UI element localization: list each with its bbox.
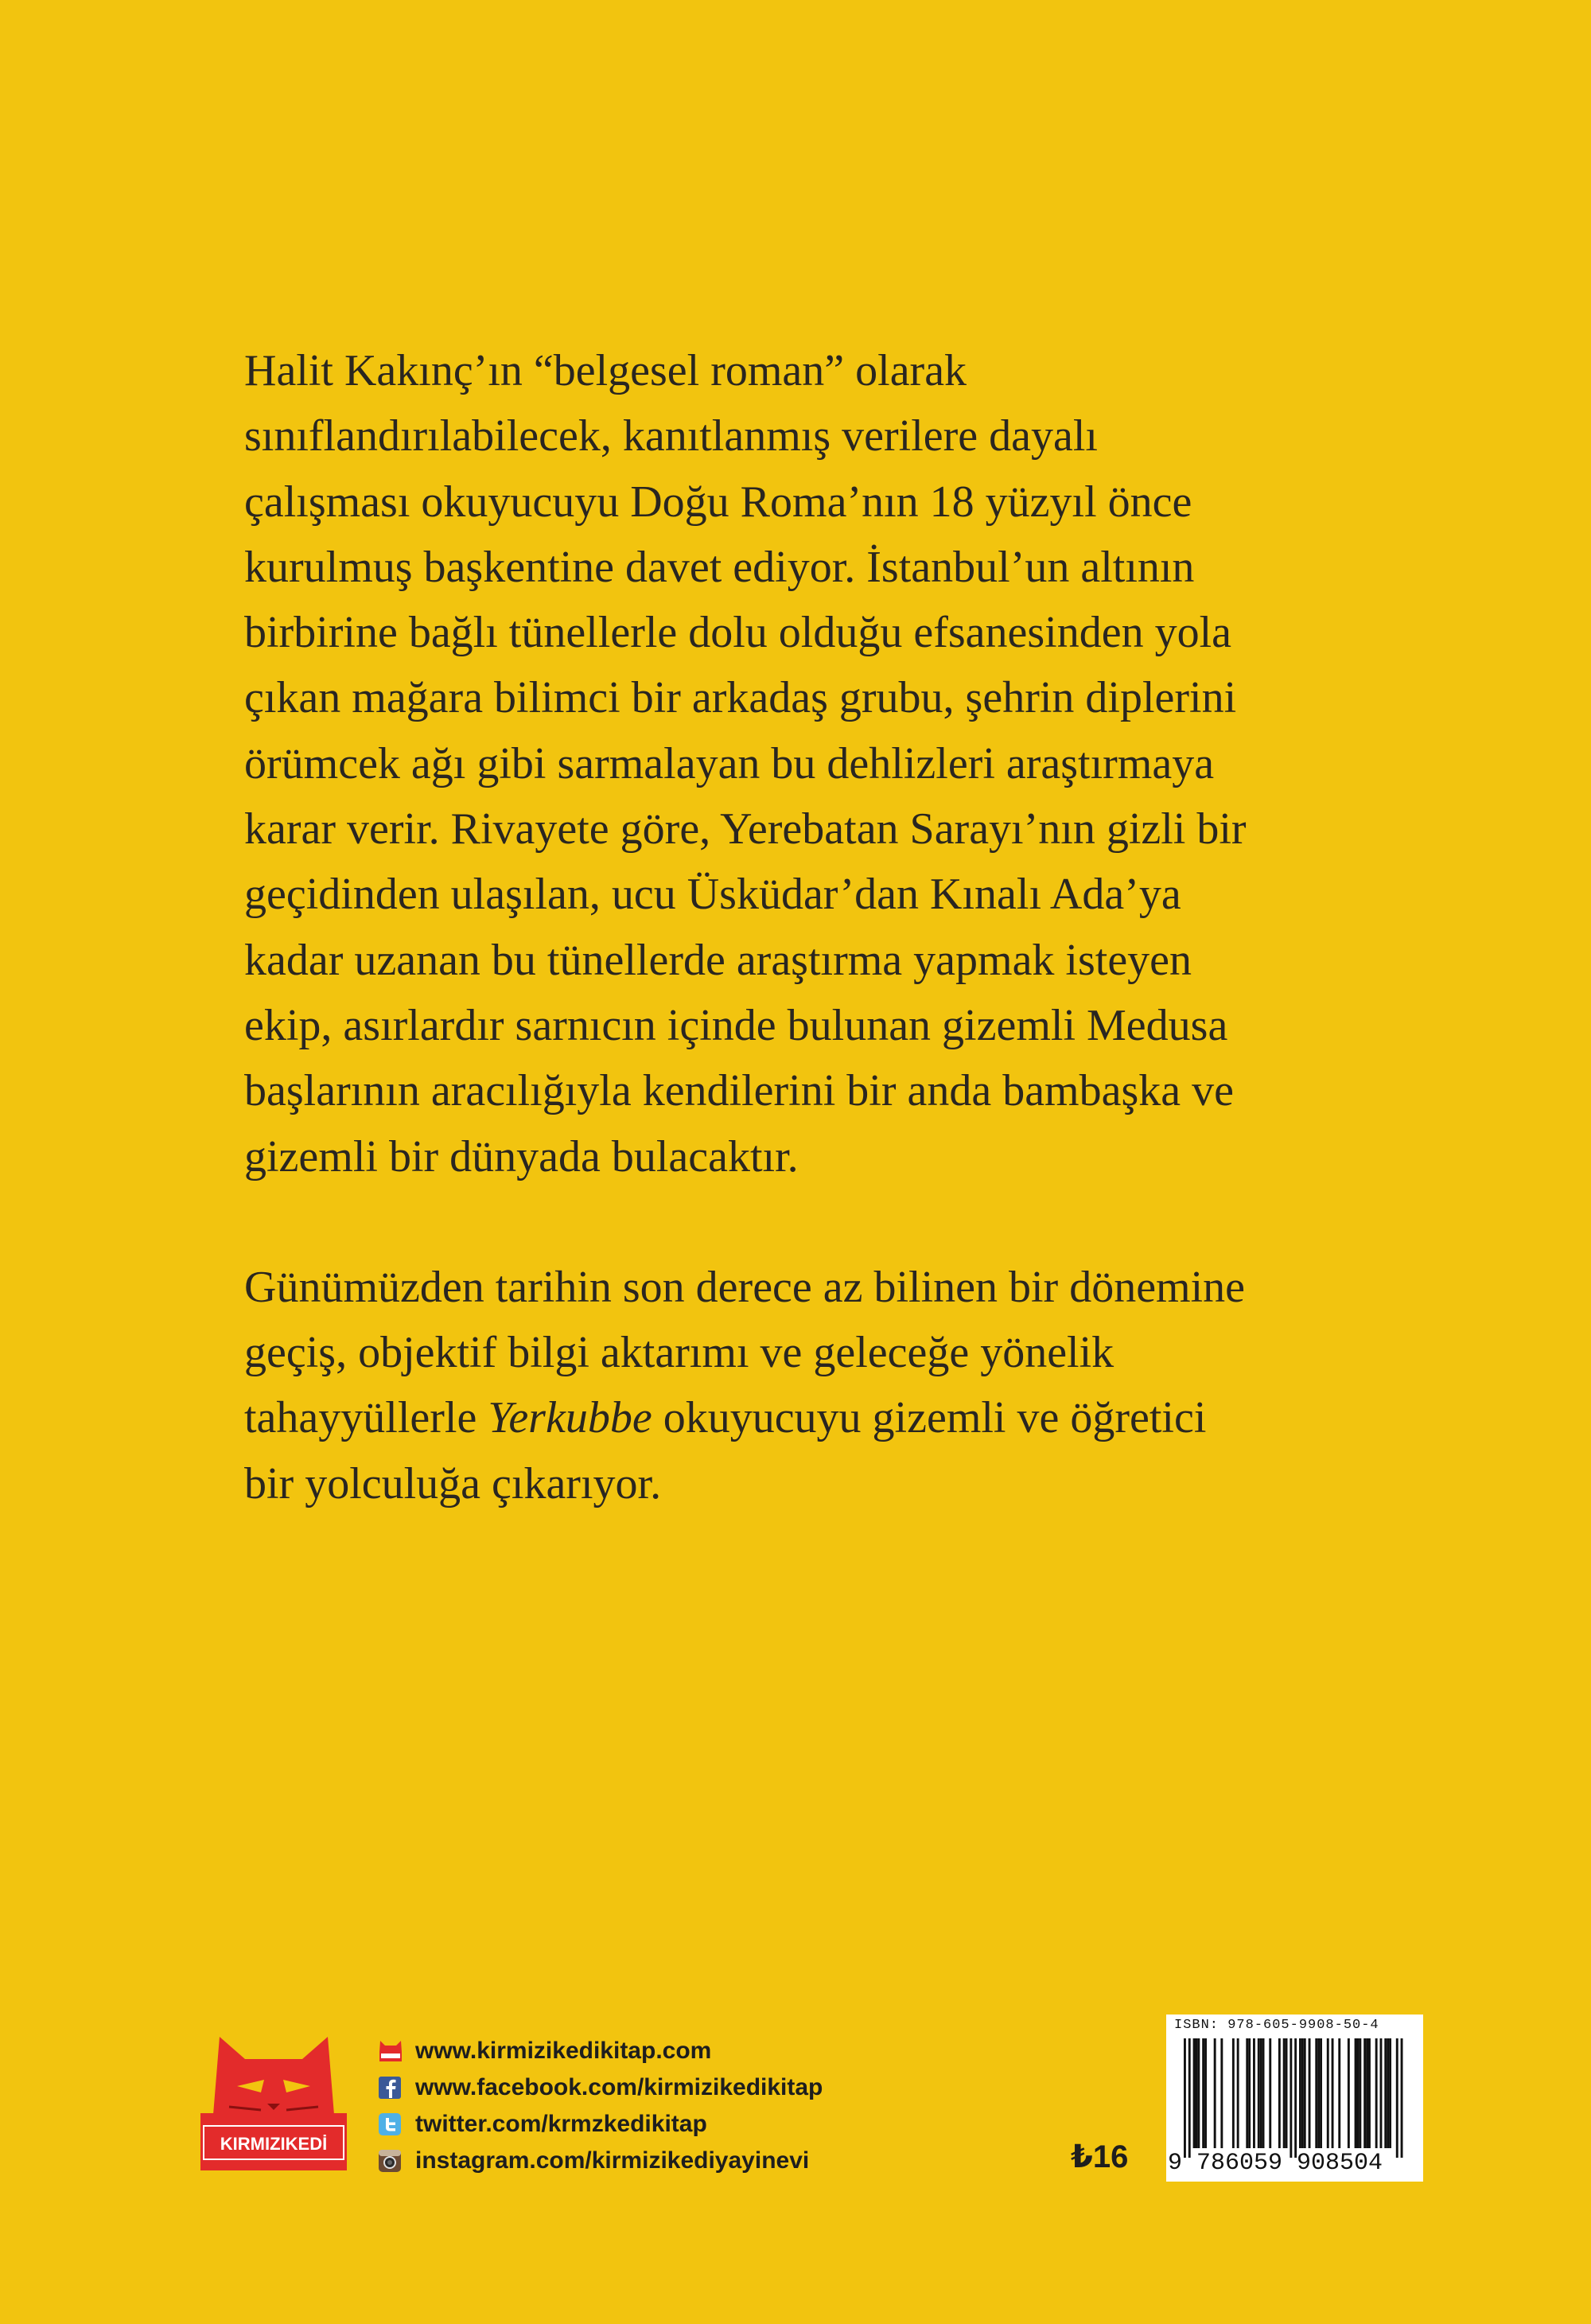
barcode-bar (1184, 2038, 1186, 2158)
blurb-line: geçiş, objektif bilgi aktarımı ve geleceğe yönelik (244, 1328, 1114, 1378)
barcode-bar (1375, 2038, 1378, 2148)
barcode-bar (1262, 2038, 1265, 2148)
twitter-icon (377, 2112, 404, 2136)
link-text: twitter.com/krmzkedikitap (415, 2111, 707, 2137)
barcode-bar (1320, 2038, 1322, 2148)
barcode-bar (1357, 2038, 1360, 2148)
blurb-line-part: tahayyüllerle (244, 1393, 488, 1443)
barcode-bar (1204, 2038, 1207, 2148)
barcode-bar (1299, 2038, 1301, 2148)
barcode-bar (1202, 2038, 1204, 2148)
barcode-bar (1355, 2038, 1357, 2148)
barcode-bar (1387, 2038, 1389, 2148)
cat-icon (377, 2039, 404, 2063)
barcode-bar (1396, 2038, 1398, 2158)
barcode-bar (1301, 2038, 1304, 2148)
barcode-bar (1220, 2038, 1223, 2148)
barcode-bar (1317, 2038, 1320, 2148)
link-facebook[interactable] (377, 2069, 823, 2106)
barcode-bar (1366, 2038, 1368, 2148)
barcode-bar (1258, 2038, 1260, 2148)
blurb-line: sınıflandırılabilecek, kanıtlanmış verilere dayalı (244, 411, 1098, 461)
instagram-icon (377, 2149, 404, 2173)
link-text: www.kirmizikedikitap.com (415, 2038, 712, 2064)
barcode-bar (1214, 2038, 1216, 2148)
barcode-bar (1193, 2038, 1196, 2148)
blurb-line: Halit Kakınç’ın “belgesel roman” olarak (244, 346, 967, 395)
blurb-line: gizemli bir dünyada bulacaktır. (244, 1131, 799, 1181)
barcode-bar (1237, 2038, 1239, 2148)
barcode-bar (1315, 2038, 1317, 2148)
barcode-bar (1389, 2038, 1391, 2148)
link-text: www.facebook.com/kirmizikedikitap (415, 2074, 823, 2100)
link-twitter[interactable] (377, 2106, 823, 2143)
barcode-bar (1368, 2038, 1371, 2148)
blurb-line: ekip, asırlardır sarnıcın içinde bulunan gizemli Medusa (244, 1000, 1228, 1050)
book-title-italic: Yerkubbe (488, 1393, 652, 1443)
barcode-bar (1332, 2038, 1334, 2148)
barcode-bar (1269, 2038, 1271, 2148)
facebook-icon (377, 2076, 404, 2100)
link-text: instagram.com/kirmizikediyayinevi (415, 2147, 810, 2174)
barcode-bar (1260, 2038, 1262, 2148)
blurb-line: çıkan mağara bilimci bir arkadaş grubu, şehrin diplerini (244, 673, 1237, 723)
publisher-links (377, 2033, 823, 2179)
barcode-bar (1363, 2038, 1366, 2148)
barcode-bar (1253, 2038, 1255, 2148)
blurb-line: örümcek ağı gibi sarmalayan bu dehlizleri araştırmaya (244, 738, 1215, 788)
barcode-bar (1196, 2038, 1198, 2148)
blurb-line: geçidinden ulaşılan, ucu Üsküdar’dan Kınalı Ada’ya (244, 870, 1181, 920)
link-website[interactable] (377, 2033, 823, 2069)
barcode-bar (1278, 2038, 1281, 2148)
barcode-bar (1246, 2038, 1248, 2148)
barcode-bar (1327, 2038, 1329, 2148)
publisher-logo-text: KIRMIZIKEDİ (220, 2134, 328, 2154)
barcode-bar (1380, 2038, 1383, 2148)
blurb-line: çalışması okuyucuyu Doğu Roma’nın 18 yüzyıl önce (244, 477, 1192, 527)
barcode-bar (1294, 2038, 1297, 2158)
barcode-bar (1290, 2038, 1292, 2158)
barcode-bar (1384, 2038, 1387, 2148)
blurb-line: birbirine bağlı tünellerle dolu olduğu efsanesinden yola (244, 608, 1231, 658)
barcode-bar (1232, 2038, 1235, 2148)
barcode-bar (1286, 2038, 1288, 2148)
price-label: ₺16 (1071, 2139, 1129, 2174)
barcode-bar (1309, 2038, 1311, 2148)
barcode-bar (1401, 2038, 1403, 2158)
blurb-line: başlarının aracılığıyla kendilerini bir anda bambaşka ve (244, 1066, 1234, 1116)
barcode-digits: 9 786059 908504 (1168, 2150, 1383, 2177)
blurb-line: kadar uzanan bu tünellerde araştırma yapmak isteyen (244, 935, 1192, 985)
barcode-bar (1283, 2038, 1286, 2148)
barcode-bar (1348, 2038, 1350, 2148)
blurb-paragraph-1 (244, 338, 1398, 1189)
blurb-paragraph-2 (244, 1255, 1398, 1516)
blurb-line: Günümüzden tarihin son derece az bilinen bir dönemine (244, 1262, 1246, 1312)
red-cat-logo-icon (197, 2027, 350, 2174)
barcode-bar (1197, 2038, 1200, 2148)
barcode-bar (1359, 2038, 1361, 2148)
blurb-line-part: okuyucuyu gizemli ve öğretici (652, 1393, 1207, 1443)
blurb-line: kurulmuş başkentine davet ediyor. İstanbul’un altının (244, 542, 1195, 592)
barcode-bar (1338, 2038, 1340, 2148)
barcode-bar (1248, 2038, 1251, 2148)
link-instagram[interactable] (377, 2143, 823, 2179)
barcode-bar (1188, 2038, 1191, 2158)
publisher-logo (197, 2027, 350, 2174)
barcode-bar (1304, 2038, 1306, 2148)
blurb-line: karar verir. Rivayete göre, Yerebatan Sarayı’nın gizli bir (244, 804, 1247, 854)
blurb-text (244, 338, 1398, 1516)
blurb-line: bir yolculuğa çıkarıyor. (244, 1458, 662, 1508)
isbn-barcode (1166, 2015, 1423, 2182)
isbn-label: ISBN: 978-605-9908-50-4 (1174, 2018, 1379, 2033)
